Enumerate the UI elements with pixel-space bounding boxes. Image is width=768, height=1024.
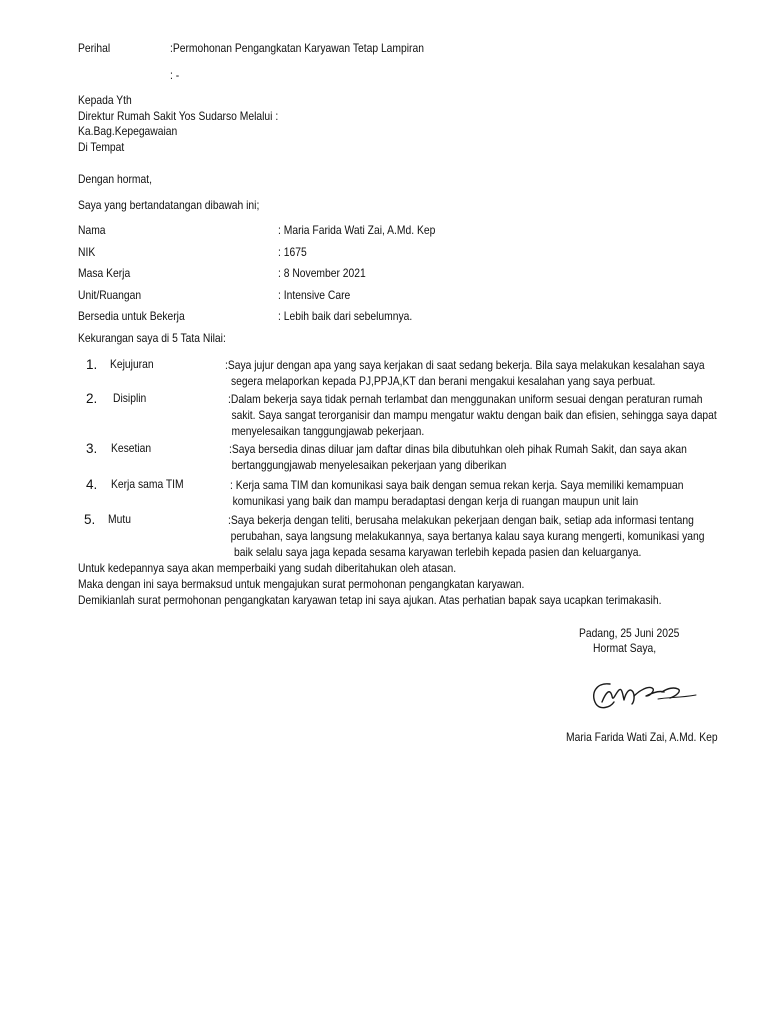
value-name-4: Kerja sama TIM [111, 477, 184, 491]
values-intro: Kekurangan saya di 5 Tata Nilai: [78, 331, 226, 345]
identity-label-nik: NIK [78, 245, 96, 259]
salutation: Hormat Saya, [593, 641, 657, 655]
value-5-line-2: perubahan, saya langsung melakukannya, saya bertanya kalau saya kurang mengerti, komunikasi yang [230, 529, 705, 543]
value-4-line-1: : Kerja sama TIM dan komunikasi saya baik dengan semua rekan kerja. Saya memiliki kemampuan [230, 478, 684, 492]
value-3-line-1: :Saya bersedia dinas diluar jam daftar dinas bila dibutuhkan oleh pihak Rumah Sakit, dan saya akan [229, 442, 687, 456]
signatory-name: Maria Farida Wati Zai, A.Md. Kep [566, 730, 718, 744]
value-5-line-3: baik selalu saya jaga kepada sesama karyawan terlebih kepada pasien dan keluarganya. [234, 545, 642, 559]
value-1-line-1: :Saya jujur dengan apa yang saya kerjakan di saat sedang bekerja. Bila saya melakukan kesalahan saya [225, 358, 705, 372]
addressee-line-4: Di Tempat [78, 140, 125, 154]
closing-line-3: Demikianlah surat permohonan pengangkatan karyawan tetap ini saya ajukan. Atas perhatian bapak saya ucapkan terimakasih. [78, 593, 662, 607]
value-1-line-2: segera melaporkan kepada PJ,PPJA,KT dan berani mengakui kesalahan yang saya perbuat. [231, 374, 656, 388]
signature-image [588, 672, 708, 716]
addressee-line-3: Ka.Bag.Kepegawaian [78, 124, 178, 138]
identity-label-unit: Unit/Ruangan [78, 288, 142, 302]
closing-line-1: Untuk kedepannya saya akan memperbaiki yang sudah diberitahukan oleh atasan. [78, 561, 457, 575]
value-2-line-1: :Dalam bekerja saya tidak pernah terlambat dan menggunakan uniform sesuai dengan peraturan rumah [228, 392, 703, 406]
intro-text: Saya yang bertandatangan dibawah ini; [78, 198, 260, 212]
value-4-line-2: komunikasi yang baik dan mampu beradaptasi dengan kerja di ruangan maupun unit lain [232, 494, 639, 508]
value-2-line-2: sakit. Saya sangat terorganisir dan mampu mengatur waktu dengan baik dan efisien, sehingga saya dapat [231, 408, 717, 422]
value-number-1: 1. [86, 357, 98, 372]
addressee-line-1: Kepada Yth [78, 93, 132, 107]
addressee-line-2: Direktur Rumah Sakit Yos Sudarso Melalui : [78, 109, 279, 123]
identity-value-unit: : Intensive Care [278, 288, 351, 302]
identity-label-name: Nama [78, 223, 106, 237]
value-description-3 [229, 441, 718, 473]
identity-value-bersedia: : Lebih baik dari sebelumnya. [278, 309, 413, 323]
value-3-line-2: bertanggungjawab menyelesaikan pekerjaan yang diberikan [231, 458, 507, 472]
place-date: Padang, 25 Juni 2025 [579, 626, 680, 640]
value-number-3: 3. [86, 441, 98, 456]
greeting: Dengan hormat, [78, 172, 153, 186]
identity-value-masa-kerja: : 8 November 2021 [278, 266, 366, 280]
value-number-4: 4. [86, 477, 98, 492]
identity-label-masa-kerja: Masa Kerja [78, 266, 131, 280]
value-description-1 [225, 357, 719, 389]
value-description-2 [228, 391, 718, 439]
identity-value-name: : Maria Farida Wati Zai, A.Md. Kep [278, 223, 436, 237]
lampiran-value: : - [170, 68, 180, 82]
value-name-2: Disiplin [113, 391, 147, 405]
value-name-5: Mutu [108, 512, 131, 526]
closing-line-2: Maka dengan ini saya bermaksud untuk mengajukan surat permohonan pengangkatan karyawan. [78, 577, 525, 591]
perihal-value: :Permohonan Pengangkatan Karyawan Tetap Lampiran [170, 41, 424, 55]
value-2-line-3: menyelesaikan tanggungjawab pekerjaan. [231, 424, 425, 438]
value-5-line-1: :Saya bekerja dengan teliti, berusaha melakukan pekerjaan dengan baik, setiap ada informasi tentang [228, 513, 694, 527]
identity-label-bersedia: Bersedia untuk Bekerja [78, 309, 185, 323]
value-number-2: 2. [86, 391, 98, 406]
value-name-3: Kesetian [111, 441, 152, 455]
value-description-4 [230, 477, 718, 509]
value-number-5: 5. [84, 512, 96, 527]
value-name-1: Kejujuran [110, 357, 154, 371]
identity-value-nik: : 1675 [278, 245, 307, 259]
value-description-5 [228, 512, 718, 560]
perihal-label: Perihal [78, 41, 111, 55]
